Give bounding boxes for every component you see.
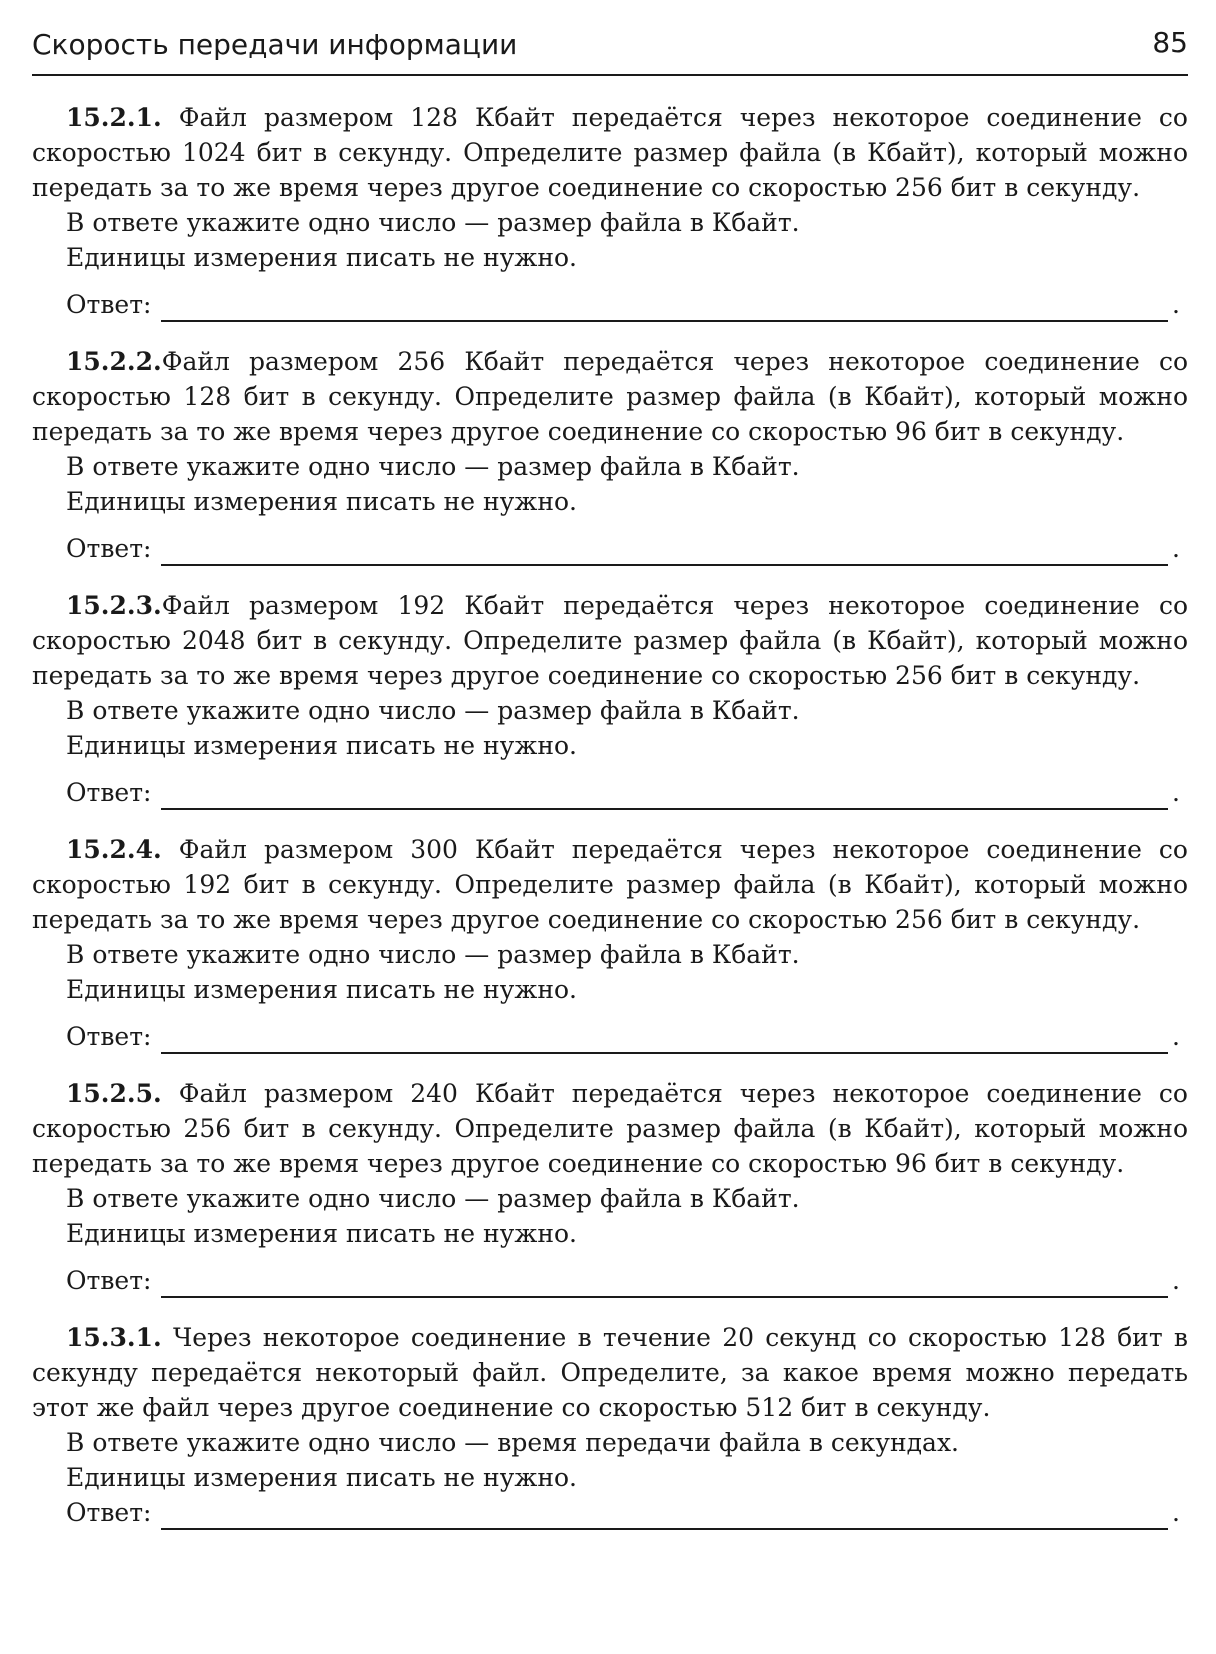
problem-15-3-1 [32,1320,1188,1530]
problem-number: 15.2.4. [66,835,162,864]
answer-end-dot: . [1172,534,1180,563]
answer-label: Ответ: [66,534,152,563]
problem-body: Файл размером 240 Кбайт передаётся через некоторое соединение со скоростью 256 бит в секунду. Определите размер файла (в Кбайт), который можно передать за то же время через другое соединение со скоростью 96 бит в секунду. [32,1079,1188,1178]
answer-label: Ответ: [66,1266,152,1295]
answer-end-dot: . [1172,1498,1180,1527]
answer-row [32,287,1188,322]
answer-field[interactable] [161,1500,1168,1530]
answer-field[interactable] [161,1024,1168,1054]
problem-statement [32,1320,1188,1425]
page-number: 85 [1152,26,1188,59]
answer-instruction: В ответе укажите одно число — размер файла в Кбайт. [66,940,800,969]
problem-body: Через некоторое соединение в течение 20 секунд со скоростью 128 бит в секунду передаётся некоторый файл. Определите, за какое время можно передать этот же файл через другое соединение со скоростью 512 бит в секунду. [32,1323,1188,1422]
problem-15-2-1 [32,100,1188,322]
answer-row [32,531,1188,566]
problem-body: Файл размером 192 Кбайт передаётся через некоторое соединение со скоростью 2048 бит в секунду. Определите размер файла (в Кбайт), который можно передать за то же время через другое соединение со скоростью 256 бит в секунду. [32,591,1188,690]
problem-body: Файл размером 256 Кбайт передаётся через некоторое соединение со скоростью 128 бит в секунду. Определите размер файла (в Кбайт), который можно передать за то же время через другое соединение со скоростью 96 бит в секунду. [32,347,1188,446]
problem-number: 15.2.1. [66,103,162,132]
units-note: Единицы измерения писать не нужно. [66,731,577,760]
problem-15-2-4 [32,832,1188,1054]
answer-field[interactable] [161,536,1168,566]
answer-instruction: В ответе укажите одно число — размер файла в Кбайт. [66,696,800,725]
answer-row [32,775,1188,810]
units-note: Единицы измерения писать не нужно. [66,975,577,1004]
answer-label: Ответ: [66,290,152,319]
problem-statement [32,1076,1188,1181]
problems-list [32,100,1188,1552]
answer-end-dot: . [1172,1266,1180,1295]
units-note: Единицы измерения писать не нужно. [66,243,577,272]
units-note: Единицы измерения писать не нужно. [66,1219,577,1248]
problem-15-2-3 [32,588,1188,810]
answer-instruction: В ответе укажите одно число — размер файла в Кбайт. [66,1184,800,1213]
answer-field[interactable] [161,1268,1168,1298]
running-title: Скорость передачи информации [32,28,518,61]
answer-label: Ответ: [66,778,152,807]
page-header [32,22,1188,76]
answer-instruction: В ответе укажите одно число — размер файла в Кбайт. [66,452,800,481]
answer-row [32,1263,1188,1298]
answer-label: Ответ: [66,1022,152,1051]
problem-body: Файл размером 128 Кбайт передаётся через некоторое соединение со скоростью 1024 бит в секунду. Определите размер файла (в Кбайт), который можно передать за то же время через другое соединение со скоростью 256 бит в секунду. [32,103,1188,202]
problem-number: 15.2.5. [66,1079,162,1108]
answer-end-dot: . [1172,1022,1180,1051]
units-note: Единицы измерения писать не нужно. [66,1463,577,1492]
problem-number: 15.3.1. [66,1323,162,1352]
answer-end-dot: . [1172,290,1180,319]
problem-number: 15.2.3. [66,591,162,620]
units-note: Единицы измерения писать не нужно. [66,487,577,516]
problem-statement [32,100,1188,205]
problem-15-2-2 [32,344,1188,566]
problem-number: 15.2.2. [66,347,162,376]
answer-label: Ответ: [66,1498,152,1527]
problem-body: Файл размером 300 Кбайт передаётся через некоторое соединение со скоростью 192 бит в секунду. Определите размер файла (в Кбайт), который можно передать за то же время через другое соединение со скоростью 256 бит в секунду. [32,835,1188,934]
problem-statement [32,344,1188,449]
problem-statement [32,832,1188,937]
answer-instruction: В ответе укажите одно число — время передачи файла в секундах. [66,1428,959,1457]
answer-instruction: В ответе укажите одно число — размер файла в Кбайт. [66,208,800,237]
problem-statement [32,588,1188,693]
answer-field[interactable] [161,292,1168,322]
answer-field[interactable] [161,780,1168,810]
problem-15-2-5 [32,1076,1188,1298]
answer-row [32,1019,1188,1054]
answer-row [32,1495,1188,1530]
answer-end-dot: . [1172,778,1180,807]
